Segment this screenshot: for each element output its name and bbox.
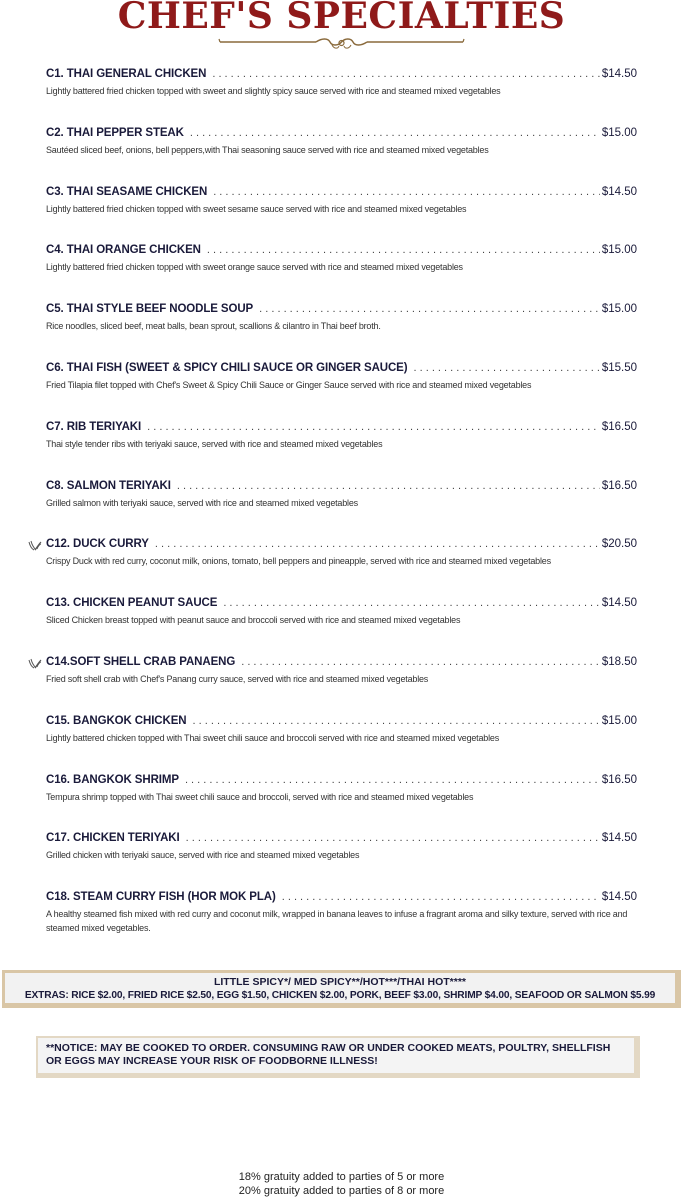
dot-leader: [282, 891, 600, 905]
dot-leader: [193, 715, 600, 729]
dot-leader: [213, 186, 600, 200]
menu-item-price: $14.50: [601, 891, 637, 904]
notice-line-2: OR EGGS MAY INCREASE YOUR RISK OF FOODBORNE ILLNESS!: [46, 1055, 378, 1067]
extras-prices-text: EXTRAS: RICE $2.00, FRIED RICE $2.50, EGG $1.50, CHICKEN $2.00, PORK, BEEF $3.00, SHRIMP $4.00, SEAFOOD OR SALMON $5.99: [24, 990, 656, 1001]
dot-leader: [259, 303, 600, 317]
menu-item-description: Tempura shrimp topped with Thai sweet chili sauce and broccoli, served with rice and steamed mixed vegetables: [46, 791, 474, 802]
menu-item: [46, 244, 637, 274]
menu-item-price: $14.50: [601, 68, 637, 80]
menu-item-description: Thai style tender ribs with teriyaki sauce, served with rice and steamed mixed vegetables: [46, 438, 383, 449]
menu-item-name: C7. RIB TERIYAKI: [46, 420, 142, 433]
menu-item-price: $16.50: [601, 773, 637, 786]
dot-leader: [207, 244, 600, 258]
menu-item-description: Sautéed sliced beef, onions, bell peppers,with Thai seasoning sauce served with rice and steamed mixed vegetables: [46, 144, 489, 155]
menu-item-description: Fried soft shell crab with Chef's Panang curry sauce, served with rice and steamed mixed vegetables: [46, 674, 429, 684]
chili-pepper-icon: [28, 540, 42, 552]
menu-item-header: [46, 362, 637, 378]
dot-leader: [241, 656, 600, 670]
menu-item: [46, 362, 637, 392]
menu-item-header: [46, 715, 637, 731]
menu-item-name: C15. BANGKOK CHICKEN: [46, 714, 187, 727]
menu-item: [46, 832, 637, 862]
menu-item-price: $16.50: [601, 420, 637, 433]
menu-item-description: Sliced Chicken breast topped with peanut sauce and broccoli served with rice and steamed mixed vegetables: [46, 615, 461, 626]
menu-item-price: $15.00: [601, 303, 637, 316]
menu-item-header: [46, 421, 637, 437]
menu-item-header: [46, 303, 637, 319]
dot-leader: [186, 832, 600, 846]
dot-leader: [185, 774, 600, 788]
menu-item: [46, 891, 637, 935]
menu-item-description: Lightly battered fried chicken topped with sweet sesame sauce served with rice and steamed mixed vegetables: [46, 203, 467, 214]
flourish-divider-icon: [218, 36, 465, 52]
menu-item: [46, 597, 637, 627]
menu-item-header: [46, 891, 637, 907]
menu-item: [46, 715, 637, 745]
menu-item: [46, 480, 637, 510]
dot-leader: [147, 421, 600, 435]
menu-item-price: $14.50: [601, 185, 637, 198]
dot-leader: [177, 480, 600, 494]
menu-item-name: C4. THAI ORANGE CHICKEN: [46, 244, 201, 257]
menu-item: [46, 774, 637, 804]
menu-item-price: $20.50: [601, 538, 637, 551]
menu-item-description: Lightly battered fried chicken topped with sweet and slightly spicy sauce served with rice and steamed mixed vegetables: [46, 86, 501, 96]
menu-item-name: C1. THAI GENERAL CHICKEN: [46, 68, 207, 80]
menu-item-name: C5. THAI STYLE BEEF NOODLE SOUP: [46, 303, 254, 316]
menu-item-description: Lightly battered chicken topped with Thai sweet chili sauce and broccoli served with rice and steamed mixed vegetables: [46, 732, 499, 743]
menu-item-header: [46, 68, 637, 84]
menu-item-price: $15.00: [601, 244, 637, 257]
menu-item: [46, 68, 637, 98]
menu-item-header: [46, 538, 637, 554]
menu-item-header: [46, 597, 637, 613]
menu-item-name: C8. SALMON TERIYAKI: [46, 479, 171, 492]
menu-item-name: C18. STEAM CURRY FISH (HOR MOK PLA): [46, 891, 276, 904]
food-safety-notice: [36, 1036, 640, 1078]
menu-item-description: Rice noodles, sliced beef, meat balls, bean sprout, scallions & cilantro in Thai beef broth.: [46, 321, 381, 332]
menu-item-header: [46, 774, 637, 790]
menu-item-price: $15.00: [601, 126, 637, 139]
dot-leader: [190, 127, 600, 141]
gratuity-line-1: 18% gratuity added to parties of 5 or more: [238, 1171, 445, 1183]
menu-item-price: $15.50: [601, 362, 637, 374]
menu-item-header: [46, 656, 637, 672]
menu-item-price: $14.50: [601, 597, 637, 610]
menu-item-name: C3. THAI SEASAME CHICKEN: [46, 185, 208, 198]
menu-item-description: A healthy steamed fish mixed with red curry and coconut milk, wrapped in banana leaves to infuse a fragrant aroma and silky texture, served with rice and steamed mixed vegetables.: [46, 909, 628, 934]
dot-leader: [155, 538, 600, 552]
extras-box: [2, 970, 681, 1008]
menu-item: [46, 538, 637, 568]
menu-item-description: Grilled salmon with teriyaki sauce, served with rice and steamed mixed vegetables: [46, 497, 358, 508]
menu-item-header: [46, 244, 637, 260]
menu-item-price: $16.50: [601, 479, 637, 492]
menu-item: [46, 127, 637, 157]
chili-pepper-icon: [28, 658, 42, 670]
menu-item: [46, 186, 637, 216]
menu-item: [46, 421, 637, 451]
menu-item-name: C12. DUCK CURRY: [46, 538, 149, 551]
menu-item-name: C16. BANGKOK SHRIMP: [46, 773, 179, 786]
menu-item-name: C13. CHICKEN PEANUT SAUCE: [46, 597, 218, 610]
menu-item-description: Grilled chicken with teriyaki sauce, served with rice and steamed mixed vegetables: [46, 850, 360, 861]
menu-item-name: C17. CHICKEN TERIYAKI: [46, 832, 180, 845]
menu-item-header: [46, 186, 637, 202]
menu-item: [46, 303, 637, 333]
dot-leader: [413, 362, 599, 376]
menu-item-name: C14.SOFT SHELL CRAB PANAENG: [46, 656, 236, 668]
menu-item-name: C6. THAI FISH (SWEET & SPICY CHILI SAUCE OR GINGER SAUCE): [46, 362, 408, 374]
menu-item: [46, 656, 637, 686]
spice-levels-text: LITTLE SPICY*/ MED SPICY**/HOT***/THAI HOT****: [213, 976, 467, 988]
dot-leader: [223, 597, 600, 611]
page-title: CHEF'S SPECIALTIES: [117, 0, 566, 37]
menu-item-price: $18.50: [601, 656, 637, 668]
notice-line-1: **NOTICE: MAY BE COOKED TO ORDER. CONSUMING RAW OR UNDER COOKED MEATS, POULTRY, SHELLFISH: [46, 1042, 611, 1054]
menu-item-price: $15.00: [601, 714, 637, 727]
menu-item-description: Crispy Duck with red curry, coconut milk, onions, tomato, bell peppers and pineapple, served with rice and steamed mixed vegetables: [46, 556, 551, 567]
dot-leader: [212, 68, 599, 82]
menu-item-name: C2. THAI PEPPER STEAK: [46, 126, 184, 139]
menu-item-description: Fried Tilapia filet topped with Chef's Sweet & Spicy Chili Sauce or Ginger Sauce served with rice and steamed mixed vegetables: [46, 380, 532, 390]
gratuity-line-2: 20% gratuity added to parties of 8 or more: [238, 1185, 445, 1197]
menu-item-header: [46, 127, 637, 143]
menu-item-header: [46, 480, 637, 496]
menu-item-price: $14.50: [601, 832, 637, 845]
menu-item-description: Lightly battered fried chicken topped with sweet orange sauce served with rice and steamed mixed vegetables: [46, 262, 463, 273]
gratuity-footer: [0, 1170, 683, 1198]
menu-item-header: [46, 832, 637, 848]
